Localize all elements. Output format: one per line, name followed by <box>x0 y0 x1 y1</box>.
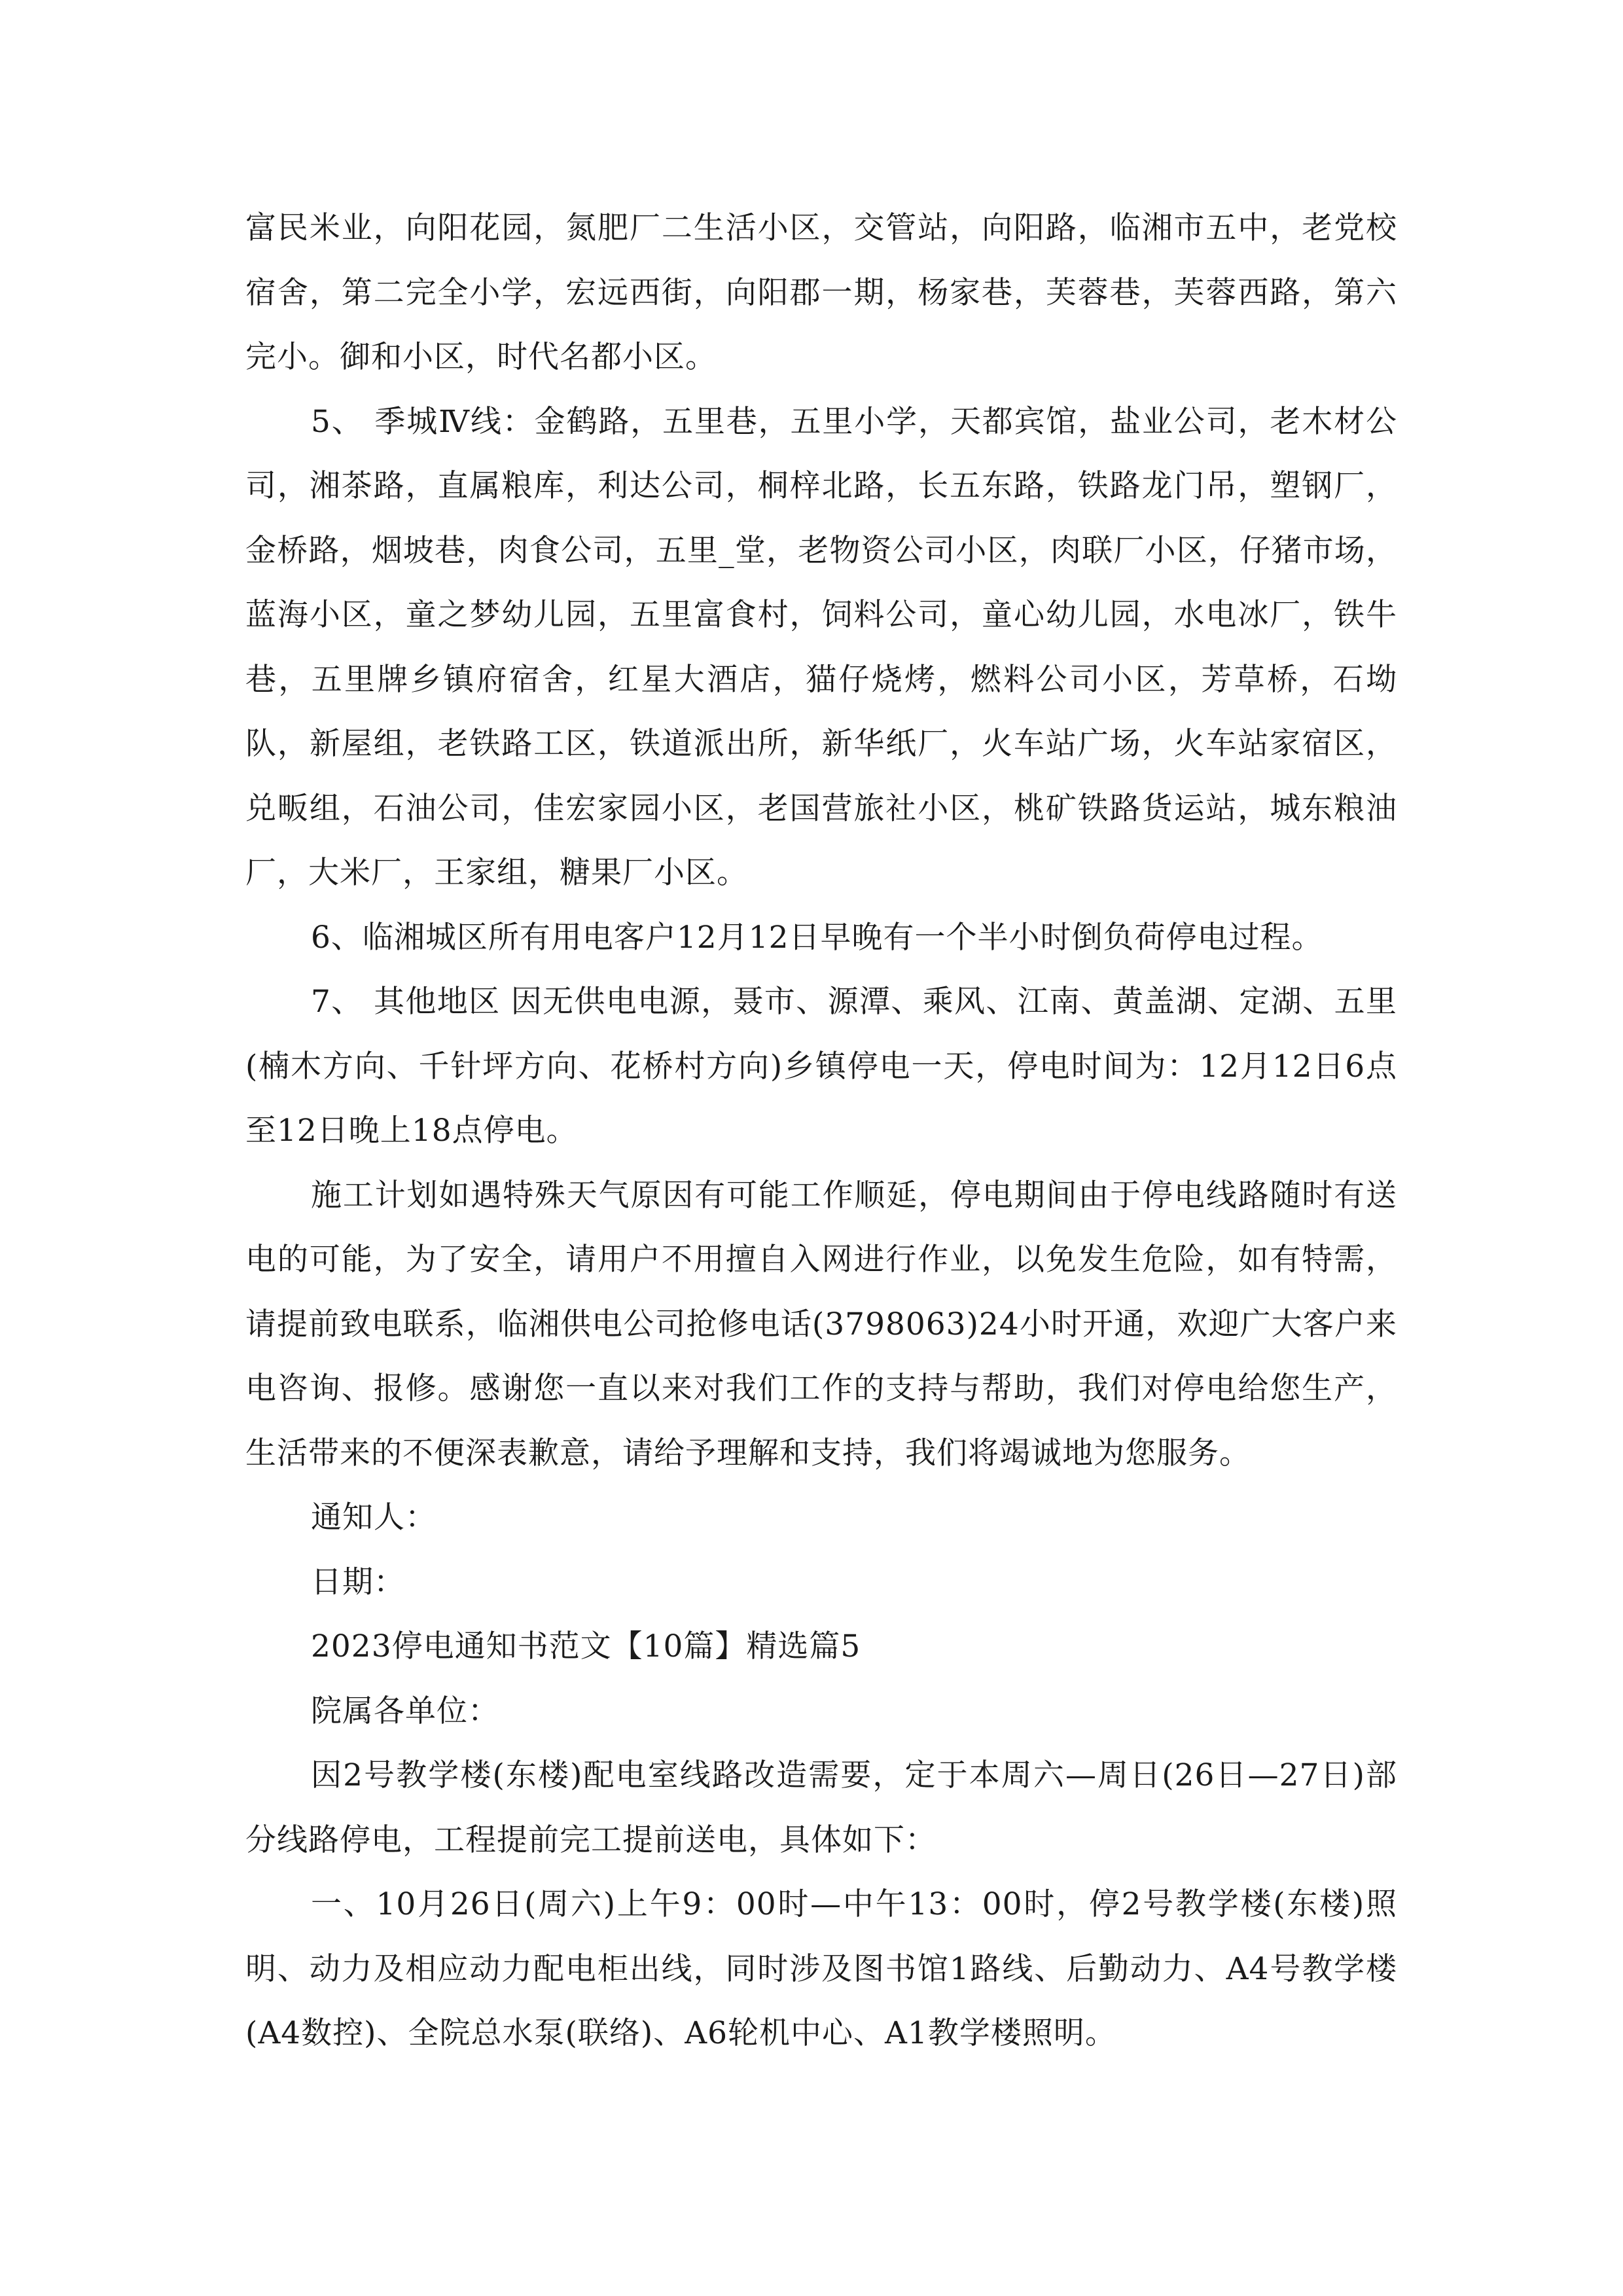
notifier-line: 通知人： <box>311 1499 437 1535</box>
document-body <box>245 196 1397 2066</box>
paragraph-area-list-continued: 富民米业，向阳花园，氮肥厂二生活小区，交管站，向阳路，临湘市五中，老党校宿舍，第二完全小学，宏远西街，向阳郡一期，杨家巷，芙蓉巷，芙蓉西路，第六完小。御和小区，时代名都小区。 <box>245 210 1397 375</box>
salutation: 院属各单位： <box>311 1693 499 1729</box>
date-line: 日期： <box>311 1564 405 1600</box>
paragraph-item-1: 一、10月26日(周六)上午9：00时—中午13：00时，停2号教学楼(东楼)照明、动力及相应动力配电柜出线，同时涉及图书馆1路线、后勤动力、A4号教学楼(A4数控)、全院总水泵(联络)、A6轮机中心、A1教学楼照明。 <box>245 1886 1397 2051</box>
paragraph-intro: 因2号教学楼(东楼)配电室线路改造需要，定于本周六—周日(26日—27日)部分线路停电，工程提前完工提前送电，具体如下： <box>245 1757 1397 1858</box>
section-heading: 2023停电通知书范文【10篇】精选篇5 <box>311 1628 861 1664</box>
paragraph-item-5: 5、 季城Ⅳ线：金鹤路，五里巷，五里小学，天都宾馆，盐业公司，老木材公司，湘茶路，直属粮库，利达公司，桐梓北路，长五东路，铁路龙门吊，塑钢厂，金桥路，烟坡巷，肉食公司，五里_堂，老物资公司小区，肉联厂小区，仔猪市场，蓝海小区，童之梦幼儿园，五里富食村，饲料公司，童心幼儿园，水电冰厂，铁牛巷，五里牌乡镇府宿舍，红星大酒店，猫仔烧烤，燃料公司小区，芳草桥，石坳队，新屋组，老铁路工区，铁道派出所，新华纸厂，火车站广场，火车站家宿区，兑畈组，石油公司，佳宏家园小区，老国营旅社小区，桃矿铁路货运站，城东粮油厂，大米厂，王家组，糖果厂小区。 <box>245 403 1397 891</box>
paragraph-item-7: 7、 其他地区 因无供电电源，聂市、源潭、乘风、江南、黄盖湖、定湖、五里(楠木方向、千针坪方向、花桥村方向)乡镇停电一天，停电时间为：12月12日6点至12日晚上18点停电。 <box>245 984 1397 1149</box>
paragraph-item-6: 6、临湘城区所有用电客户12月12日早晚有一个半小时倒负荷停电过程。 <box>311 919 1323 956</box>
paragraph-notice-body: 施工计划如遇特殊天气原因有可能工作顺延，停电期间由于停电线路随时有送电的可能，为了安全，请用户不用擅自入网进行作业，以免发生危险，如有特需，请提前致电联系，临湘供电公司抢修电话(3798063)24小时开通，欢迎广大客户来电咨询、报修。感谢您一直以来对我们工作的支持与帮助，我们对停电给您生产，生活带来的不便深表歉意，请给予理解和支持，我们将竭诚地为您服务。 <box>245 1177 1397 1471</box>
